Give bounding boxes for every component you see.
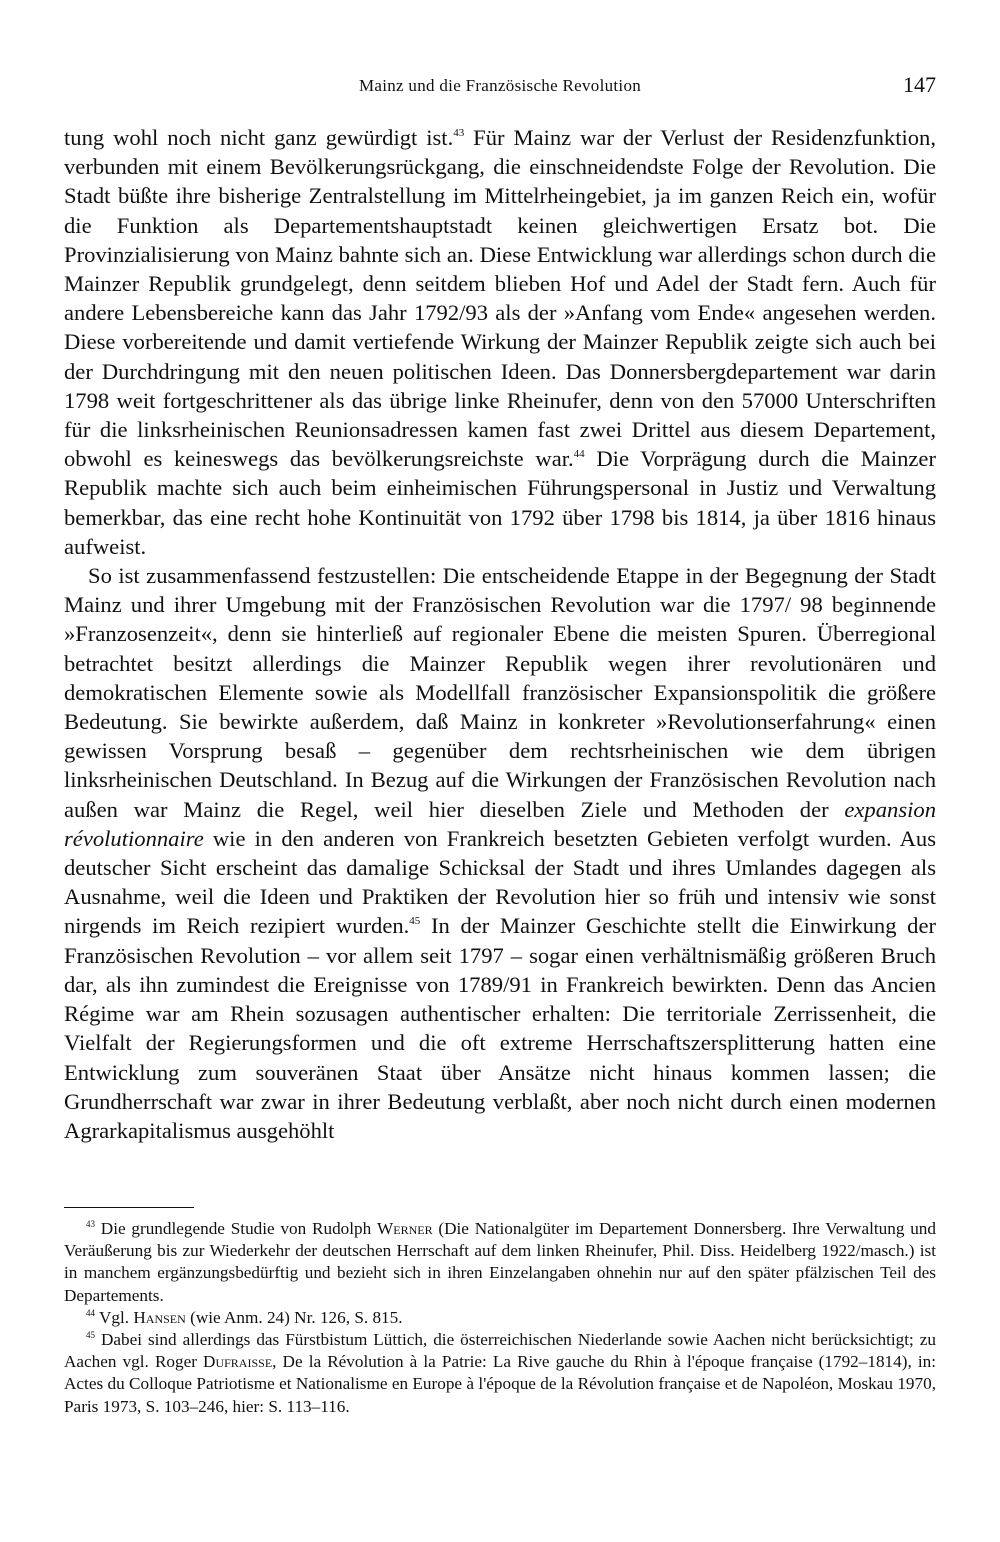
footnote-mark: 43 [86, 1219, 95, 1229]
footnote-ref-44: 44 [573, 448, 585, 461]
paragraph-continued [64, 123, 936, 561]
footnote-43 [64, 1218, 936, 1307]
text-run: Die Vorprägung durch die Mainzer Republik machte sich auch beim einheimischen Führungspersonal in Justiz und Verwaltung bemerkbar, das eine recht hohe Kontinuität von 1792 über 1798 bis 1814, ja über 1816 hinaus aufweist. [64, 446, 936, 559]
footnote-45 [64, 1329, 936, 1418]
text-run: Für Mainz war der Verlust der Residenzfunktion, verbunden mit einem Bevölkerungsrückgang, die einschneidendste Folge der Revolution. Die Stadt büßte ihre bisherige Zentralstellung im Mittelrheingebiet, ja im ganzen Reich ein, wofür die Funktion als Departementshauptstadt keinen gleichwertigen Ersatz bot. Die Provinzialisierung von Mainz bahnte sich an. Diese Entwicklung war allerdings schon durch die Mainzer Republik grundgelegt, denn seitdem blieben Hof und Adel der Stadt fern. Auch für andere Lebensbereiche kann das Jahr 1792/93 als der »Anfang vom Ende« angesehen werden. Diese vorbereitende und damit vertiefende Wirkung der Mainzer Republik zeigte sich auch bei der Durchdringung mit den neuen politischen Ideen. Das Donnersbergdepartement war darin 1798 weit fortgeschrittener als das übrige linke Rheinufer, denn von den 57000 Unterschriften für die linksrheinischen Reunionsadressen kamen fast zwei Drittel aus diesem Departement, obwohl es keineswegs das bevölkerungsreichste war. [64, 125, 937, 472]
footnote-text: (Die Nationalgüter im Departement Donnersberg. Ihre Verwaltung und Veräußerung bis zur Wiederkehr der deutschen Herrschaft auf dem linken Rheinufer, Phil. Diss. Heidelberg 1922/masch.) ist in manchem ergänzungsbedürftig und bezieht sich in ihren Einzelangaben ohnehin nur auf den später pfälzischen Teil des Departements. [64, 1219, 936, 1305]
italic-term: expansion révolutionnaire [64, 796, 936, 851]
footnote-text: (wie Anm. 24) Nr. 126, S. 815. [185, 1307, 403, 1327]
text-run: So ist zusammenfassend festzustellen: Die entscheidende Etappe in der Begegnung der Stadt Mainz und ihrer Umgebung mit der Französischen Revolution war die 1797/ 98 beginnende »Franzosenzeit«, denn sie hinterließ auf regionaler Ebene die meisten Spuren. Überregional betrachtet besitzt allerdings die Mainzer Republik wegen ihrer revolutionären und demokratischen Elemente sowie als Modellfall französischer Expansionspolitik die größere Bedeutung. Sie bewirkte außerdem, daß Mainz in konkreter »Revolutionserfahrung« einen gewissen Vorsprung besaß – gegenüber dem rechtsrheinischen wie dem übrigen linksrheinischen Deutschland. In Bezug auf die Wirkungen der Französischen Revolution nach außen war Mainz die Regel, weil hier dieselben Ziele und Methoden der [64, 563, 936, 822]
footnotes [64, 1218, 936, 1418]
text-run: tung wohl noch nicht ganz gewürdigt ist. [64, 125, 454, 150]
text-run: wie in den anderen von Frankreich besetzten Gebieten verfolgt wurden. Aus deutscher Sicht erscheint das damalige Schicksal der Stadt und ihres Umlandes dagegen als Ausnahme, weil die Ideen und Praktiken der Revolution hier so früh und intensiv wie sonst nirgends im Reich rezipiert wurden. [64, 825, 936, 939]
page-number: 147 [903, 72, 936, 97]
author-name: Hansen [133, 1307, 186, 1327]
paragraph-summary [64, 561, 936, 1145]
footnote-text: , De la Révolution à la Patrie: La Rive gauche du Rhin à l'époque française (1792–1814), in: Actes du Colloque Patriotisme et Nationalisme en Europe à l'époque de la Révolution française et de Napoléon, Moskau 1970, Paris 1973, S. 103–246, hier: S. 113–116. [64, 1352, 937, 1416]
footnote-divider [64, 1207, 194, 1208]
text-run: In der Mainzer Geschichte stellt die Einwirkung der Französischen Revolution – vor allem seit 1797 – sogar einen verhältnismäßig größeren Bruch dar, als ihn zumindest die Ereignisse von 1789/91 in Frankreich bewirkten. Denn das Ancien Régime war am Rhein sozusagen authentischer erhalten: Die territoriale Zerrissenheit, die Vielfalt der Regierungsformen und die oft extreme Herrschaftszersplitterung hatten eine Entwicklung zum souveränen Staat über Ansätze nicht hinaus kommen lassen; die Grundherrschaft war zwar in ihrer Bedeutung verblaßt, aber noch nicht durch einen modernen Agrarkapitalismus ausgehöhlt [64, 913, 937, 1143]
footnote-44 [64, 1307, 936, 1329]
footnote-text: Dabei sind allerdings das Fürstbistum Lüttich, die österreichischen Niederlande sowie Aachen nicht berücksichtigt; zu Aachen vgl. Roger [64, 1330, 936, 1372]
running-header [64, 72, 936, 104]
author-name: Dufraisse [203, 1352, 273, 1372]
running-title: Mainz und die Französische Revolution [358, 76, 642, 95]
footnote-ref-45: 45 [409, 915, 421, 928]
footnote-text: Vgl. [95, 1307, 134, 1327]
main-text [64, 123, 936, 1145]
footnote-mark: 45 [86, 1330, 95, 1341]
footnote-text: Die grundlegende Studie von Rudolph [95, 1219, 378, 1238]
footnote-mark: 44 [86, 1307, 95, 1318]
author-name: Werner [377, 1219, 433, 1238]
footnote-ref-43: 43 [453, 127, 465, 139]
